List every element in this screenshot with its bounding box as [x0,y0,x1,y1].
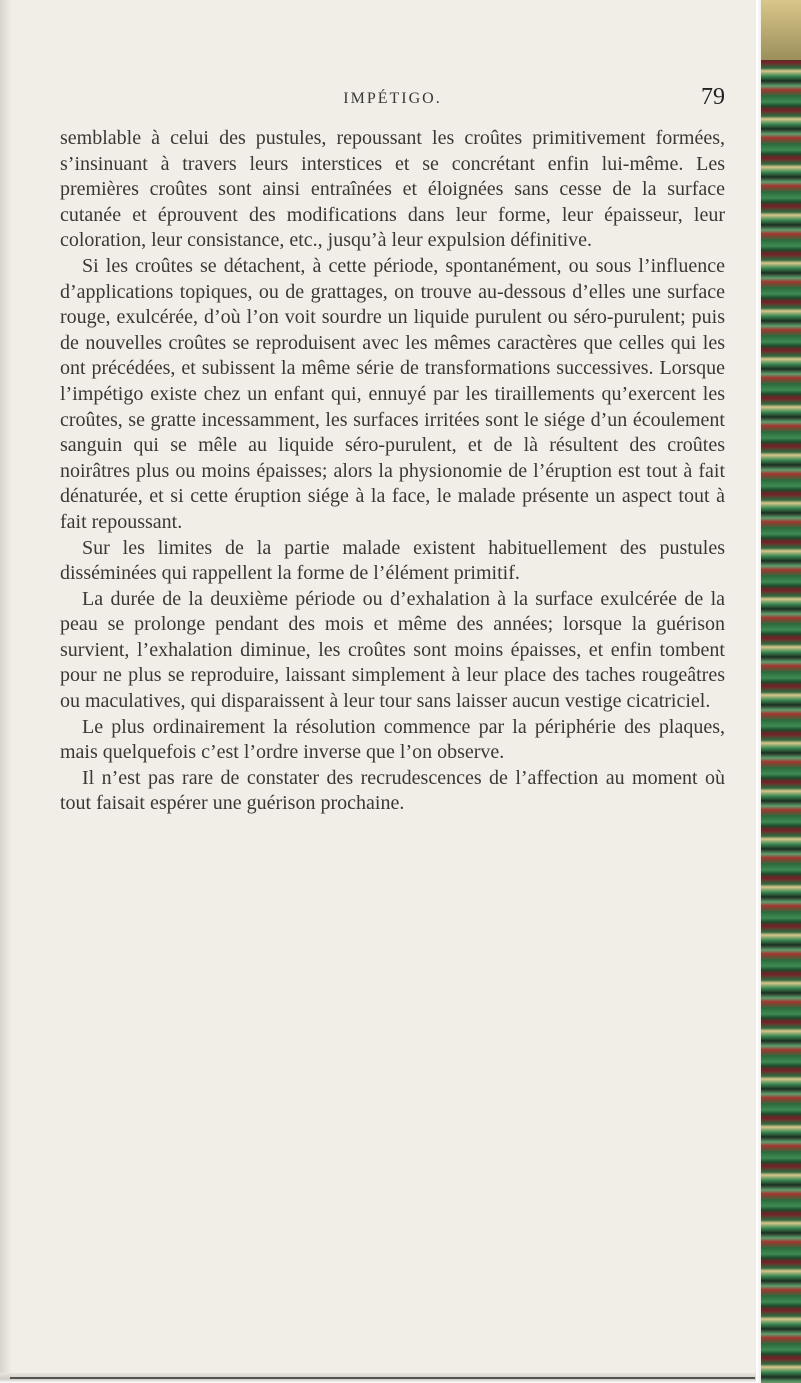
page-gutter [0,0,12,1383]
body-text [60,126,725,817]
paragraph: Sur les limites de la partie malade existent habituellement des pustules disséminées qui rappellent la forme de l’élément primitif. [60,536,725,585]
paragraph: Il n’est pas rare de constater des recrudescences de l’affection au moment où tout faisait espérer une guérison prochaine. [60,766,725,815]
marbled-edge [761,0,801,1383]
page-edge-line [10,1377,755,1379]
page-header [60,86,725,120]
paragraph: La durée de la deuxième période ou d’exhalation à la surface exulcérée de la peau se prolonge pendant des mois et même des années; lorsque la guérison survient, l’exhalation diminue, les croûtes sont moins épaisses, et enfin tombent pour ne plus se reproduire, laissant simplement à leur place des taches rougeâtres ou maculatives, qui disparaissent à leur tour sans laisser aucun vestige cicatriciel. [60,587,725,713]
paragraph: Si les croûtes se détachent, à cette période, spontanément, ou sous l’influence d’applications topiques, ou de grattages, on trouve au-dessous d’elles une surface rouge, exulcérée, d’où l’on voit sourdre un liquide purulent ou séro-purulent; puis de nouvelles croûtes se reproduisent avec les mêmes caractères que celles qui les ont précédées, et subissent la même série de transformations successives. Lorsque l’impétigo existe chez un enfant qui, ennuyé par les tiraillements qu’exercent les croûtes, se gratte incessamment, les surfaces irritées sont le siége d’un écoulement sanguin qui se mêle au liquide séro-purulent, et de là résultent des croûtes noirâtres plus ou moins épaisses; alors la physionomie de l’éruption est tout à fait dénaturée, et si cette éruption siége à la face, le malade présente un aspect tout à fait repoussant. [60,254,725,533]
page-number: 79 [701,84,725,110]
marbled-edge-top [761,0,801,60]
paragraph: Le plus ordinairement la résolution commence par la périphérie des plaques, mais quelquefois c’est l’ordre inverse que l’on observe. [60,715,725,764]
paragraph: semblable à celui des pustules, repoussant les croûtes primitivement formées, s’insinuant à travers leurs interstices et se concrétant enfin lui-même. Les premières croûtes sont ainsi entraînées et éloignées sans cesse de la surface cutanée et éprouvent des modifications dans leur forme, leur épaisseur, leur coloration, leur consistance, etc., jusqu’à leur expulsion définitive. [60,127,725,252]
running-head: IMPÉTIGO. [343,90,442,107]
